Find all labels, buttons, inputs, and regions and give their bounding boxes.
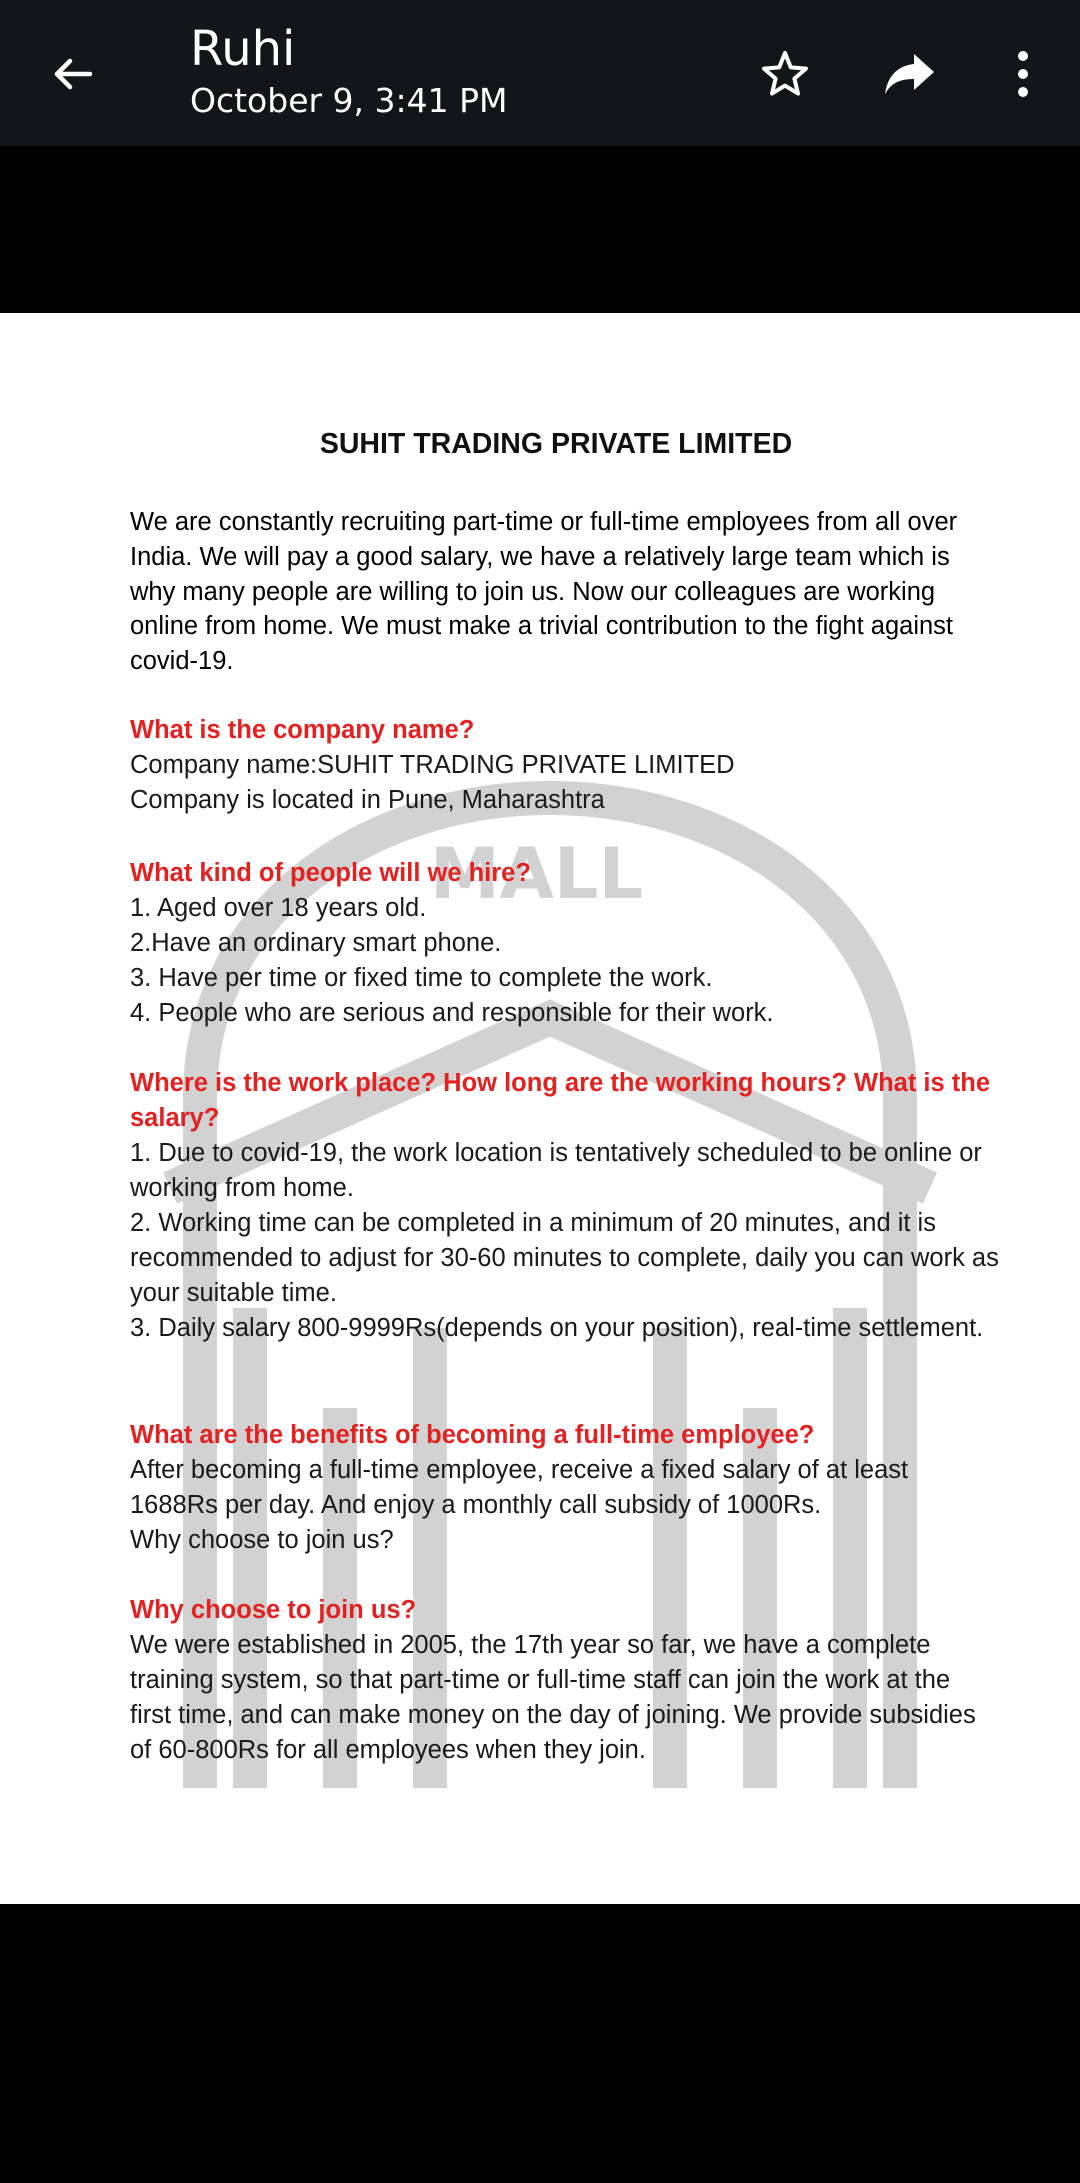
answer-paragraph: 3. Daily salary 800-9999Rs(depends on your position), real-time settlement. <box>130 1314 984 1342</box>
answer-line: Company is located in Pune, Maharashtra <box>130 786 605 814</box>
question-heading: What is the company name? <box>130 716 475 744</box>
watermark-text: MALL <box>430 833 644 915</box>
answer-line: 2.Have an ordinary smart phone. <box>130 929 502 957</box>
answer-line: 4. People who are serious and responsible for their work. <box>130 999 774 1027</box>
question-heading: What are the benefits of becoming a full-time employee? <box>130 1421 815 1449</box>
answer-line: 3. Have per time or fixed time to complete the work. <box>130 964 713 992</box>
section-benefits <box>130 1418 990 1558</box>
question-heading: Why choose to join us? <box>130 1596 417 1624</box>
share-forward-icon <box>882 50 938 98</box>
more-options-button[interactable] <box>987 38 1059 110</box>
arrow-left-icon <box>48 49 98 99</box>
star-button[interactable] <box>749 38 821 110</box>
section-company-name <box>130 713 1010 818</box>
section-work-place <box>130 1066 1000 1346</box>
bottom-background <box>0 1904 1080 2183</box>
section-who-we-hire <box>130 856 1010 1031</box>
answer-paragraph: After becoming a full-time employee, receive a fixed salary of at least 1688Rs per day. And enjoy a monthly call subsidy of 1000Rs. <box>130 1456 909 1519</box>
answer-line: 1. Aged over 18 years old. <box>130 894 427 922</box>
answer-paragraph: We were established in 2005, the 17th year so far, we have a complete training system, so that part-time or full-time staff can join the work at the first time, and can make money on the day of joining. We provide subsidies of 60-800Rs for all employees when they join. <box>130 1631 976 1764</box>
document-title: SUHIT TRADING PRIVATE LIMITED <box>319 428 793 460</box>
message-date: October 9, 3:41 PM <box>190 81 508 120</box>
answer-paragraph: Why choose to join us? <box>130 1526 394 1554</box>
intro-paragraph: We are constantly recruiting part-time or full-time employees from all over India. We will pay a good salary, we have a relatively large team which is why many people are willing to join us. Now our colleagues are working online from home. We must make a trivial contribution to the fight against covid-19. <box>130 508 958 676</box>
back-button[interactable] <box>34 38 112 110</box>
answer-paragraph: 2. Working time can be completed in a minimum of 20 minutes, and it is recommended to adjust for 30-60 minutes to complete, daily you can work as your suitable time. <box>130 1209 999 1307</box>
sender-name: Ruhi <box>190 21 296 77</box>
attachment-image <box>0 313 1080 1904</box>
answer-line: Company name:SUHIT TRADING PRIVATE LIMITED <box>130 751 735 779</box>
share-button[interactable] <box>874 38 946 110</box>
star-outline-icon <box>759 48 811 100</box>
answer-paragraph: 1. Due to covid-19, the work location is tentatively scheduled to be online or working from home. <box>130 1139 982 1202</box>
app-bar <box>0 0 1080 146</box>
question-heading: What kind of people will we hire? <box>130 859 531 887</box>
question-heading: Where is the work place? How long are the working hours? What is the salary? <box>130 1069 991 1132</box>
more-vertical-icon <box>1013 48 1033 100</box>
section-why-join <box>130 1593 990 1768</box>
